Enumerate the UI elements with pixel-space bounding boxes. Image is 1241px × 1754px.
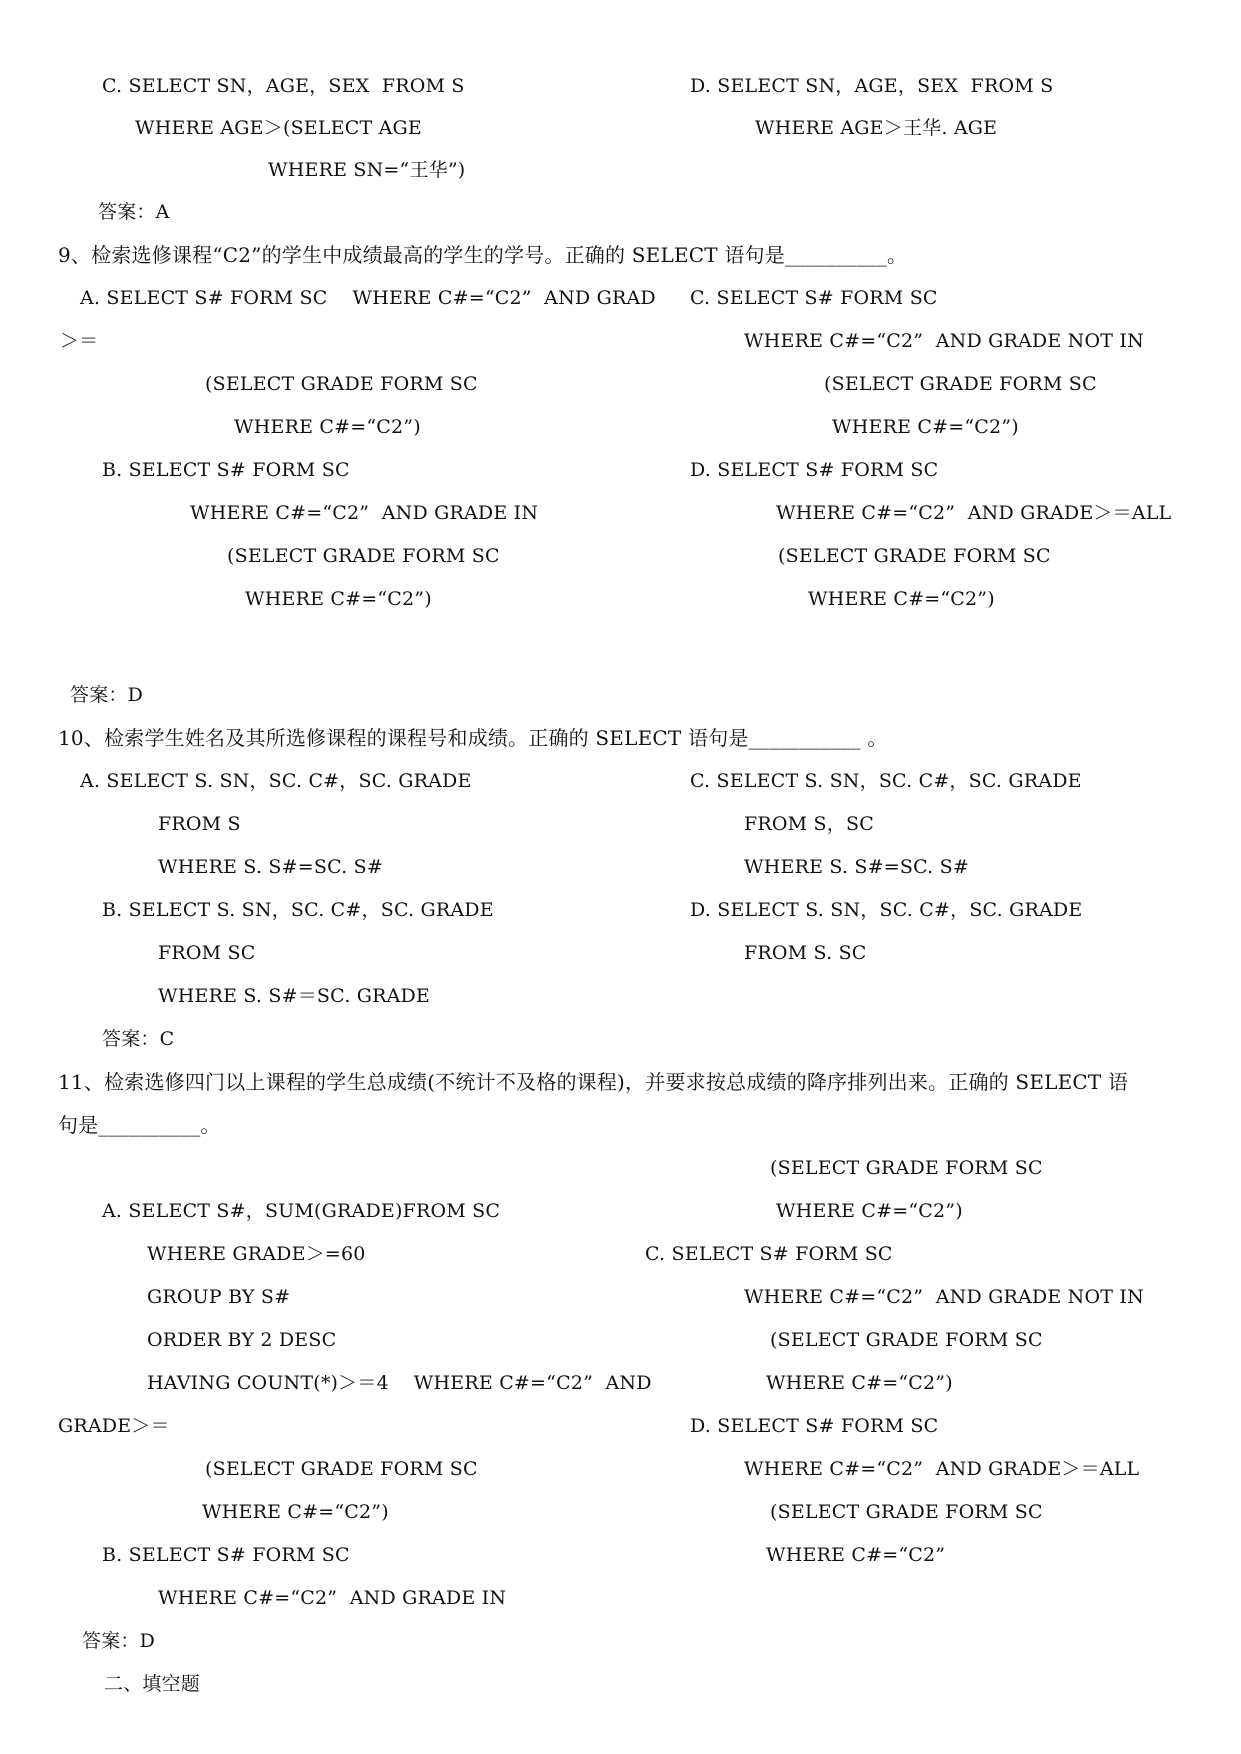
q10-option-c-line-3: WHERE S. S#=SC. S# [744,856,969,878]
q8-option-d-line-1: D. SELECT SN，AGE，SEX FROM S [690,75,1054,97]
q11-option-d-line-2: WHERE C#=“C2” AND GRADE＞＝ALL [744,1458,1140,1480]
q11-option-a-line-3: GROUP BY S# [147,1286,291,1308]
q11-option-c-line-4: WHERE C#=“C2”) [766,1372,953,1394]
q9-option-b-line-3: (SELECT GRADE FORM SC [227,545,500,567]
q11-option-d-line-3: (SELECT GRADE FORM SC [770,1501,1043,1523]
q8-option-c-line-1: C. SELECT SN，AGE，SEX FROM S [102,75,465,97]
q9-option-c-line-1: C. SELECT S# FORM SC [690,287,938,309]
q10-option-d-line-2: FROM S. SC [744,942,867,964]
q11-option-b-line-2: WHERE C#=“C2” AND GRADE IN [158,1587,507,1609]
q10-option-a-line-3: WHERE S. S#=SC. S# [158,856,383,878]
q11-option-d-line-1: D. SELECT S# FORM SC [690,1415,939,1437]
q11-option-a-line-4: ORDER BY 2 DESC [147,1329,337,1351]
q10-option-a-line-1: A. SELECT S. SN，SC. C#，SC. GRADE [80,770,472,792]
q11-question-line-2: 句是__________。 [58,1113,221,1137]
q10-option-b-line-2: FROM SC [158,942,256,964]
q11-option-a-line-5: HAVING COUNT(*)＞＝4 WHERE C#=“C2” AND [147,1372,652,1394]
q10-option-b-line-3: WHERE S. S#＝SC. GRADE [158,985,430,1007]
q11-option-c-line-3: (SELECT GRADE FORM SC [770,1329,1043,1351]
q10-option-d-line-1: D. SELECT S. SN，SC. C#，SC. GRADE [690,899,1083,921]
q8-option-c-line-3: WHERE SN=“王华”) [268,159,466,181]
q9-answer: 答案：D [70,684,144,706]
q9-option-d-line-2: WHERE C#=“C2” AND GRADE＞＝ALL [776,502,1172,524]
q9-option-b-line-2: WHERE C#=“C2” AND GRADE IN [190,502,539,524]
q8-answer: 答案：A [98,201,170,223]
q11-question-line-1: 11、检索选修四门以上课程的学生总成绩(不统计不及格的课程)，并要求按总成绩的降序排列出来。正确的 SELECT 语 [58,1070,1129,1094]
q9-option-a-line-2: ＞＝ [60,330,99,352]
q11-option-b-line-1: B. SELECT S# FORM SC [102,1544,350,1566]
q9-option-a-line-4: WHERE C#=“C2”) [234,416,421,438]
q11-option-a-line-2: WHERE GRADE＞=60 [147,1243,366,1265]
q11-option-a-line-8: WHERE C#=“C2”) [202,1501,389,1523]
q10-option-c-line-2: FROM S，SC [744,813,874,835]
q10-option-b-line-1: B. SELECT S. SN，SC. C#，SC. GRADE [102,899,494,921]
q9-option-c-line-3: (SELECT GRADE FORM SC [824,373,1097,395]
q9-option-d-line-1: D. SELECT S# FORM SC [690,459,939,481]
q9-option-d-line-3: (SELECT GRADE FORM SC [778,545,1051,567]
q9-option-b-line-4: WHERE C#=“C2”) [245,588,432,610]
q11-option-a-line-7: (SELECT GRADE FORM SC [205,1458,478,1480]
q9-option-a-line-1: A. SELECT S# FORM SC WHERE C#=“C2” AND GRAD [80,287,656,309]
q11-option-c-line-1: C. SELECT S# FORM SC [645,1243,893,1265]
q8-option-d-line-2: WHERE AGE＞王华. AGE [755,117,998,139]
section-heading: 二、填空题 [104,1673,201,1695]
q9-option-a-line-3: (SELECT GRADE FORM SC [205,373,478,395]
q8-option-c-line-2: WHERE AGE＞(SELECT AGE [135,117,422,139]
q9-option-b-line-1: B. SELECT S# FORM SC [102,459,350,481]
q11-option-a-line-6: GRADE＞＝ [58,1415,170,1437]
q11-right-fragment-line-1: (SELECT GRADE FORM SC [770,1157,1043,1179]
q11-right-fragment-line-2: WHERE C#=“C2”) [776,1200,963,1222]
q11-option-d-line-4: WHERE C#=“C2” [766,1544,946,1566]
q11-option-a-line-1: A. SELECT S#，SUM(GRADE)FROM SC [102,1200,501,1222]
q9-option-d-line-4: WHERE C#=“C2”) [808,588,995,610]
q10-question: 10、检索学生姓名及其所选修课程的课程号和成绩。正确的 SELECT 语句是___________ 。 [58,726,888,750]
q9-option-c-line-2: WHERE C#=“C2” AND GRADE NOT IN [744,330,1144,352]
q10-option-c-line-1: C. SELECT S. SN，SC. C#，SC. GRADE [690,770,1082,792]
q9-option-c-line-4: WHERE C#=“C2”) [832,416,1019,438]
q10-option-a-line-2: FROM S [158,813,241,835]
q10-answer: 答案：C [102,1028,175,1050]
q11-answer: 答案：D [82,1630,156,1652]
q9-question: 9、检索选修课程“C2”的学生中成绩最高的学生的学号。正确的 SELECT 语句是__________。 [58,243,908,267]
q11-option-c-line-2: WHERE C#=“C2” AND GRADE NOT IN [744,1286,1144,1308]
